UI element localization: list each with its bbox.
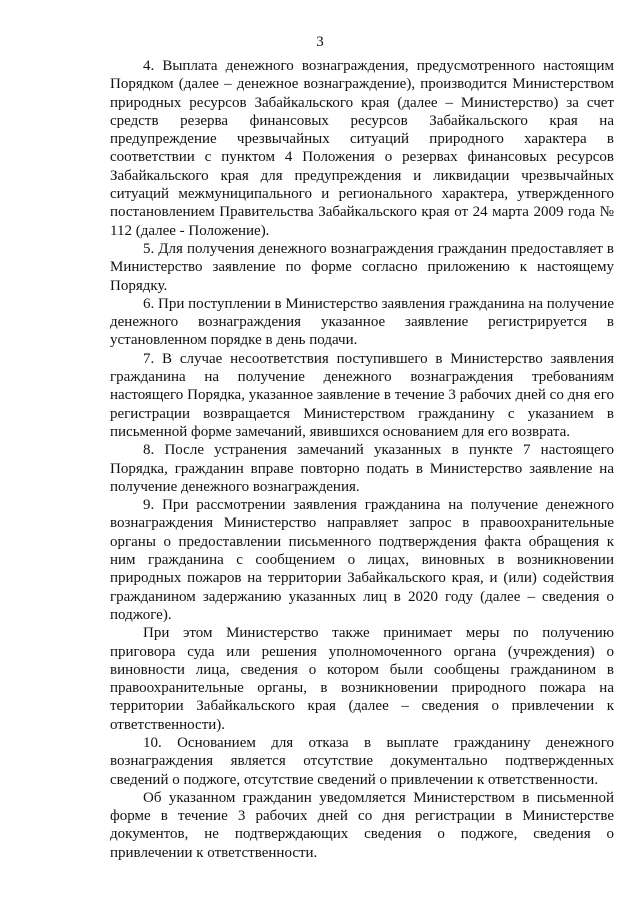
document-body xyxy=(110,57,614,862)
paragraph-item-6: 6. При поступлении в Министерство заявления гражданина на получение денежного вознаграждения указанное заявление регистрируется в установленном порядке в день подачи. xyxy=(110,295,614,349)
paragraph-item-5: 5. Для получения денежного вознаграждения гражданин предоставляет в Министерство заявление по форме согласно приложению к настоящему Порядку. xyxy=(110,240,614,294)
paragraph-item-9-continuation: При этом Министерство также принимает меры по получению приговора суда или решения уполномоченного органа (учреждения) о виновности лица, сведения о котором были сообщены гражданином в правоохранительные органы, в возникновении природного пожара на территории Забайкальского края (далее – сведения о привлечении к ответственности). xyxy=(110,625,614,733)
paragraph-item-8: 8. После устранения замечаний указанных в пункте 7 настоящего Порядка, гражданин вправе повторно подать в Министерство заявление на получение денежного вознаграждения. xyxy=(110,442,614,495)
paragraph-item-4: 4. Выплата денежного вознаграждения, предусмотренного настоящим Порядком (далее – денежное вознаграждение), производится Министерством природных ресурсов Забайкальского края (далее – Министерство) за счет средств резерва финансовых ресурсов Забайкальского края на предупреждение чрезвычайных ситуаций природного характера в соответствии с пунктом 4 Положения о резервах финансовых ресурсов Забайкальского края для предупреждения и ликвидации чрезвычайных ситуаций межмуниципального и регионального характера, утвержденного постановлением Правительства Забайкальского края от 24 марта 2009 года № 112 (далее - Положение). xyxy=(110,58,614,239)
paragraph-item-7: 7. В случае несоответствия поступившего в Министерство заявления гражданина на получение денежного вознаграждения требованиям настоящего Порядка, указанное заявление в течение 3 рабочих дней со дня его регистрации возвращается Министерством гражданину с указанием в письменной форме замечаний, явившихся основанием для его возврата. xyxy=(110,350,614,440)
paragraph-item-10: 10. Основанием для отказа в выплате гражданину денежного вознаграждения является отсутствие документально подтвержденных сведений о поджоге, отсутствие сведений о привлечении к ответственности. xyxy=(110,734,614,788)
paragraph-item-10-continuation: Об указанном гражданин уведомляется Министерством в письменной форме в течение 3 рабочих дней со дня регистрации в Министерстве документов, не подтверждающих сведения о поджоге, сведения о привлечении к ответственности. xyxy=(110,789,614,861)
paragraph-item-9: 9. При рассмотрении заявления гражданина на получение денежного вознаграждения Министерство направляет запрос в правоохранительные органы о предоставлении письменного подтверждения факта обращения к ним гражданина с сообщением о лицах, виновных в возникновении природных пожаров на территории Забайкальского края, и (или) содействия гражданином задержанию указанных лиц в 2020 году (далее – сведения о поджоге). xyxy=(110,497,614,623)
page-number: 3 xyxy=(316,34,324,50)
